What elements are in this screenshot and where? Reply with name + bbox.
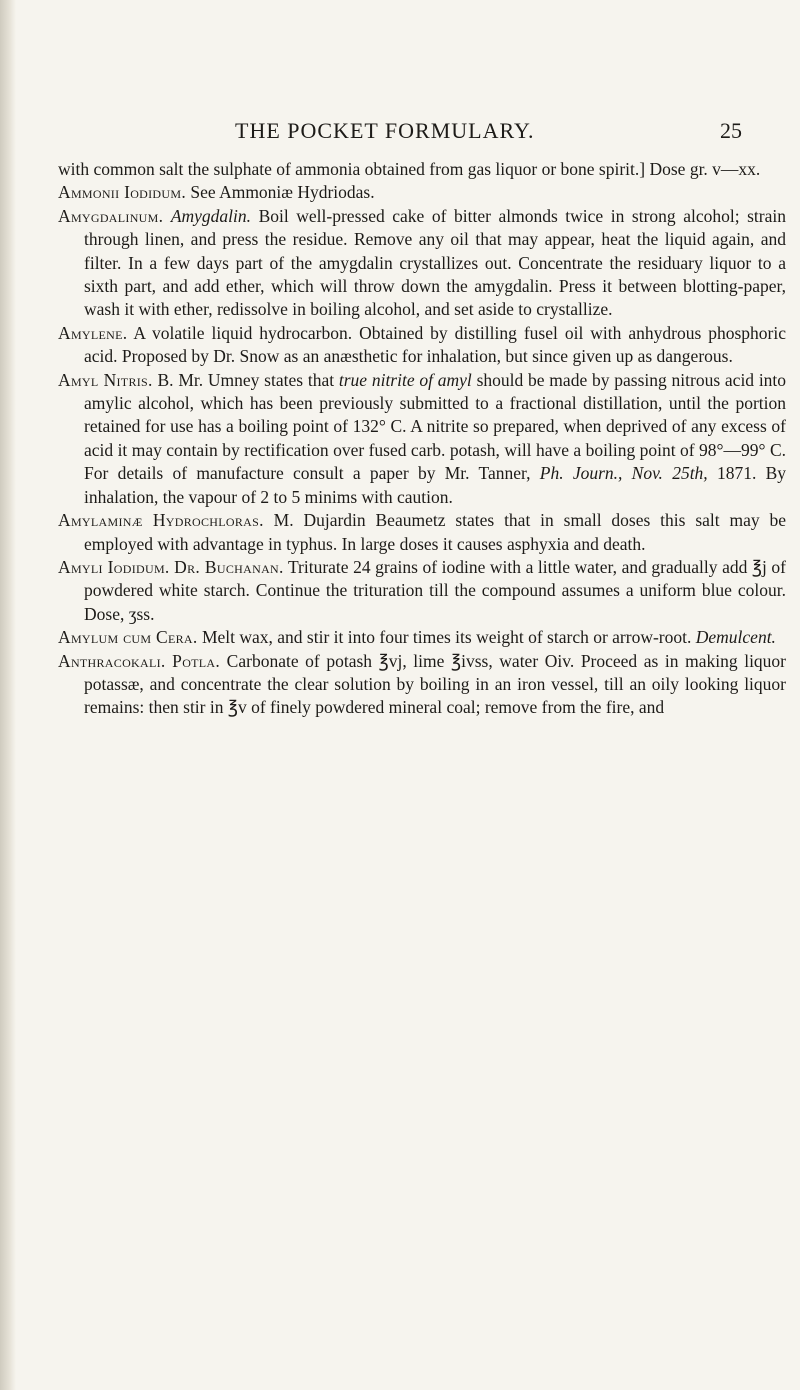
page-binding-shadow <box>0 0 16 1390</box>
entry-body: Mr. Umney states that <box>178 369 335 390</box>
entry-heading: Amyl Nitris. <box>58 369 153 390</box>
entry-author: B. <box>157 369 174 390</box>
continued-paragraph: with common salt the sulphate of ammonia obtained from gas liquor or bone spirit.] Dose gr. v—xx. <box>58 159 761 179</box>
entry-body: 1871. By inhalation, the vapour of 2 to 5 minims with caution. <box>84 463 787 507</box>
formulary-text <box>58 158 786 720</box>
entry-amyli-iodidum <box>58 556 786 626</box>
entry-amylum-cum-cera <box>58 626 786 649</box>
page-number: 25 <box>720 118 742 143</box>
entry-body: A volatile liquid hydrocarbon. Obtained by distilling fusel oil with anhydrous phosphoric acid. Proposed by Dr. Snow as an anæsthetic for inhalation, but since given up as dangerous. <box>84 322 786 367</box>
entry-amylene <box>58 322 786 369</box>
entry-citation: Ph. Journ., Nov. 25th, <box>539 463 708 484</box>
entry-anthracokali <box>58 650 786 720</box>
entry-amyl-nitris <box>58 369 786 509</box>
page-header <box>0 118 800 148</box>
entry-body: Carbonate of potash ℥vj, lime ℥ivss, water Oiv. Proceed as in making liquor potassæ, and concentrate the clear solution by boiling in an iron vessel, till an oily looking liquor remains: then stir in ℥v of finely powdered mineral coal; remove from the fire, and <box>84 650 787 718</box>
entry-heading: Amylaminæ Hydrochloras. <box>58 510 264 531</box>
entry-heading: Amygdalinum. <box>58 205 164 226</box>
running-title: THE POCKET FORMULARY. <box>235 118 535 143</box>
entry-ammonii-iodidum <box>58 181 786 204</box>
entry-heading: Amyli Iodidum. <box>58 556 170 577</box>
entry-author: Potla. <box>172 650 221 671</box>
entry-body: Boil well-pressed cake of bitter almonds twice in strong alcohol; strain through linen, and press the residue. Remove any oil that may appear, heat the liquid again, and filter. In a few days part of the amygdalin crystallizes out. Concentrate the residuary liquor to a sixth part, and add ether, which will throw down the amygdalin. Press it between blotting-paper, wash it with ether, redissolve in boiling alcohol, and set aside to crystallize. <box>84 205 786 320</box>
entry-amygdalinum <box>58 205 786 322</box>
entry-body: Melt wax, and stir it into four times its weight of starch or arrow-root. <box>201 627 692 648</box>
entry-heading: Ammonii Iodidum. <box>58 182 187 203</box>
entry-body: should be made by passing nitrous acid into amylic alcohol, which has been previously submitted to a fractional distillation, until the portion retained for use has a boiling point of 132° C. A nitrite so prepared, when deprived of any excess of acid it may contain by rectification over fused carb. potash, will have a boiling point of 98°—99° C. For details of manufacture consult a paper by Mr. Tanner, <box>84 369 787 484</box>
entry-heading: Anthracokali. <box>58 650 166 671</box>
entry-body: Triturate 24 grains of iodine with a little water, and gradually add ℥j of powdered white starch. Continue the trituration till the compound assumes a uniform blue colour. Dose, ʒss. <box>84 556 787 624</box>
entry-body: See Ammoniæ Hydriodas. <box>190 182 375 203</box>
entry-label: Demulcent. <box>695 627 776 648</box>
entry-amylaminae-hydrochloras <box>58 509 786 556</box>
entry-heading: Amylum cum Cera. <box>58 627 198 648</box>
entry-label: Amygdalin. <box>170 205 252 226</box>
entry-italic-term: true nitrite of amyl <box>338 369 472 390</box>
entry-author: Dr. Buchanan. <box>174 556 284 577</box>
entry-heading: Amylene. <box>58 322 128 343</box>
entry-body: M. Dujardin Beaumetz states that in small doses this salt may be employed with advantage in typhus. In large doses it causes asphyxia and death. <box>84 510 786 554</box>
